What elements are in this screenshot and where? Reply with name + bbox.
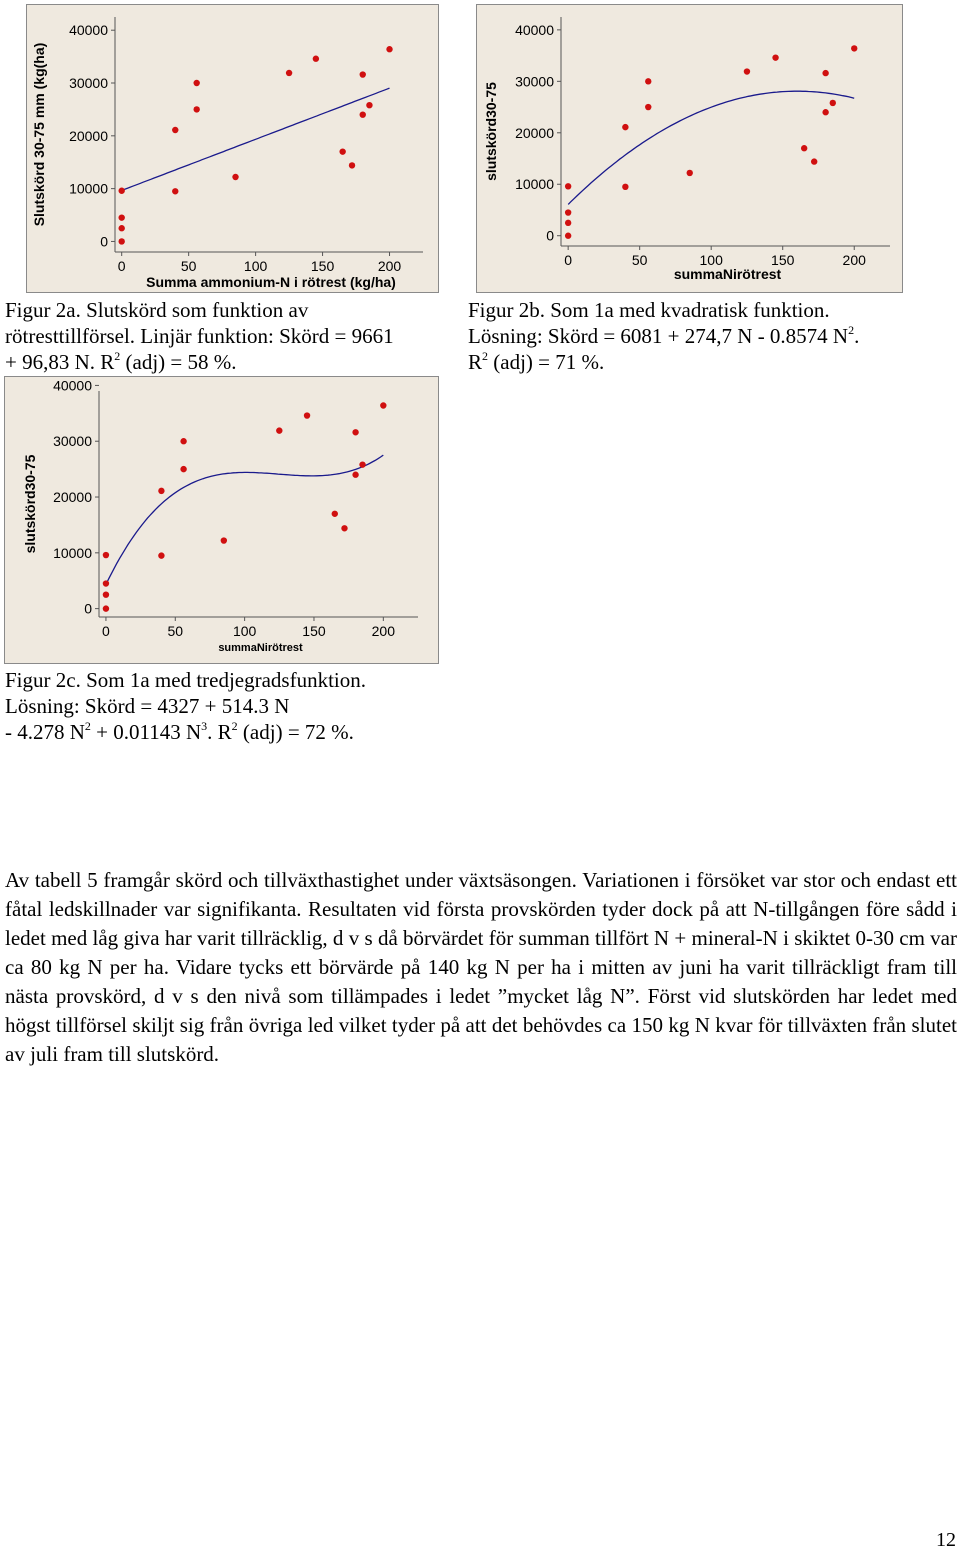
data-point	[380, 402, 386, 408]
x-tick-label: 150	[302, 623, 326, 639]
data-point	[313, 56, 319, 62]
data-point	[360, 71, 366, 77]
body-paragraph: Av tabell 5 framgår skörd och tillväxthastighet under växtsäsongen. Variationen i försöket var stor och endast ett fåtal ledskillnader var signifikanta. Resultaten vid första provskörden tyder dock på att N-tillgången före sådd i ledet med låg giva har varit tillräcklig, d v s då börvärdet för summan tillfört N + mineral-N i skiktet 0-30 cm var ca 80 kg N per ha. Vidare tycks ett börvärde på 140 kg N per ha i mitten av juni ha varit tillräckligt fram till nästa provskörd, d v s den nivå som tillämpades i ledet ”mycket låg N”. Först vid slutskörden har ledet med högst tillförsel skiljt sig från övriga led vilket tyder på att det behövdes ca 150 kg N kvar för tillväxten från slutet av juli fram till slutskörd.	[5, 868, 957, 1066]
caption-2c-line3: - 4.278 N	[5, 720, 85, 744]
chart-panel-2a	[26, 4, 439, 293]
y-axis-title: slutskörd30-75	[483, 82, 499, 181]
data-point	[180, 438, 186, 444]
y-axis-title: slutskörd30-75	[22, 454, 38, 554]
y-tick-label: 40000	[53, 377, 92, 394]
y-tick-label: 20000	[69, 127, 108, 144]
data-point	[830, 100, 836, 106]
data-point	[851, 45, 857, 51]
data-point	[801, 145, 807, 151]
data-point	[103, 591, 109, 597]
x-tick-label: 0	[102, 623, 110, 639]
chart-panel-2c	[4, 376, 439, 664]
caption-2a-line3: + 96,83 N. R	[5, 350, 115, 374]
y-axis-title: Slutskörd 30-75 mm (kg(ha)	[31, 42, 47, 227]
data-point	[172, 188, 178, 194]
caption-2a-line3-end: (adj) = 58 %.	[120, 350, 237, 374]
x-tick-label: 200	[371, 623, 396, 639]
data-point	[349, 162, 355, 168]
data-point	[565, 220, 571, 226]
y-tick-label: 20000	[53, 489, 92, 506]
caption-2b-line1: Figur 2b. Som 1a med kvadratisk funktion.	[468, 298, 830, 322]
x-tick-label: 50	[180, 258, 197, 274]
y-tick-label: 10000	[53, 544, 92, 561]
data-point	[341, 525, 347, 531]
x-tick-label: 100	[699, 252, 723, 268]
x-tick-label: 0	[564, 252, 573, 268]
data-point	[118, 188, 124, 194]
caption-2a-line1: Figur 2a. Slutskörd som funktion av	[5, 298, 309, 322]
x-tick-label: 100	[232, 623, 257, 639]
data-point	[118, 238, 124, 244]
chart-2b	[477, 5, 904, 294]
data-point	[221, 537, 227, 543]
caption-2c-sup2: 3	[201, 719, 208, 733]
caption-2a-line2: rötresttillförsel. Linjär funktion: Skörd = 9661	[5, 324, 394, 348]
chart-2a	[27, 5, 440, 294]
x-axis-title: Summa ammonium-N i rötrest (kg/ha)	[146, 274, 396, 290]
data-point	[158, 552, 164, 558]
caption-2a	[5, 297, 445, 375]
chart-panel-2b	[476, 4, 903, 293]
fit-line	[122, 88, 390, 190]
chart-2c	[5, 377, 440, 665]
fit-line	[106, 455, 383, 584]
caption-2c-line1: Figur 2c. Som 1a med tredjegradsfunktion.	[5, 668, 367, 692]
caption-2c-line3-c: . R	[207, 720, 232, 744]
caption-2c-sup1: 2	[84, 719, 91, 733]
y-tick-label: 40000	[515, 21, 554, 38]
x-tick-label: 100	[243, 258, 268, 274]
y-tick-label: 40000	[69, 22, 108, 39]
data-point	[822, 70, 828, 76]
caption-2b-sup1: 2	[848, 323, 855, 337]
y-tick-label: 0	[84, 600, 92, 617]
data-point	[172, 127, 178, 133]
caption-2b-line3-end: (adj) = 71 %.	[488, 350, 605, 374]
data-point	[687, 170, 693, 176]
caption-2b-line2-end: .	[854, 324, 860, 348]
caption-2c-line3-end: (adj) = 72 %.	[237, 720, 354, 744]
data-point	[645, 78, 651, 84]
caption-2b-line3: R	[468, 350, 483, 374]
caption-2a-sup: 2	[114, 349, 121, 363]
y-tick-label: 0	[546, 227, 554, 244]
y-tick-label: 30000	[53, 433, 92, 450]
data-point	[822, 109, 828, 115]
data-point	[352, 429, 358, 435]
x-axis-title: summaNirötrest	[218, 642, 303, 654]
caption-2c	[5, 667, 445, 745]
data-point	[118, 225, 124, 231]
y-tick-label: 10000	[515, 176, 554, 193]
data-point	[103, 580, 109, 586]
data-point	[645, 104, 651, 110]
x-tick-label: 150	[771, 252, 795, 268]
caption-2c-line2: Lösning: Skörd = 4327 + 514.3 N	[5, 694, 290, 718]
x-tick-label: 50	[167, 623, 184, 639]
x-tick-label: 200	[842, 252, 866, 268]
y-tick-label: 0	[100, 233, 108, 250]
data-point	[622, 184, 628, 190]
data-point	[118, 214, 124, 220]
caption-2c-sup3: 2	[231, 719, 238, 733]
data-point	[565, 233, 571, 239]
data-point	[158, 488, 164, 494]
data-point	[180, 466, 186, 472]
data-point	[304, 412, 310, 418]
data-point	[359, 461, 365, 467]
data-point	[193, 80, 199, 86]
data-point	[744, 68, 750, 74]
data-point	[360, 111, 366, 117]
data-point	[276, 427, 282, 433]
data-point	[772, 54, 778, 60]
data-point	[193, 106, 199, 112]
data-point	[103, 552, 109, 558]
page-number: 12	[936, 1529, 956, 1551]
fit-line	[568, 91, 854, 204]
x-tick-label: 50	[631, 252, 648, 268]
x-tick-label: 200	[377, 258, 402, 274]
data-point	[366, 102, 372, 108]
x-tick-label: 150	[310, 258, 335, 274]
y-tick-label: 30000	[515, 73, 554, 90]
data-point	[565, 209, 571, 215]
data-point	[565, 183, 571, 189]
data-point	[339, 148, 345, 154]
x-axis-title: summaNirötrest	[673, 266, 782, 282]
caption-2b-line2: Lösning: Skörd = 6081 + 274,7 N - 0.8574 N	[468, 324, 849, 348]
data-point	[232, 174, 238, 180]
caption-2b	[468, 297, 958, 375]
data-point	[386, 46, 392, 52]
data-point	[286, 70, 292, 76]
data-point	[811, 158, 817, 164]
data-point	[352, 472, 358, 478]
x-tick-label: 0	[117, 258, 126, 274]
y-tick-label: 30000	[69, 75, 108, 92]
caption-2c-line3-b: + 0.01143 N	[90, 720, 202, 744]
y-tick-label: 20000	[515, 124, 554, 141]
data-point	[622, 124, 628, 130]
data-point	[103, 605, 109, 611]
y-tick-label: 10000	[69, 180, 108, 197]
caption-2b-sup2: 2	[482, 349, 489, 363]
data-point	[332, 511, 338, 517]
